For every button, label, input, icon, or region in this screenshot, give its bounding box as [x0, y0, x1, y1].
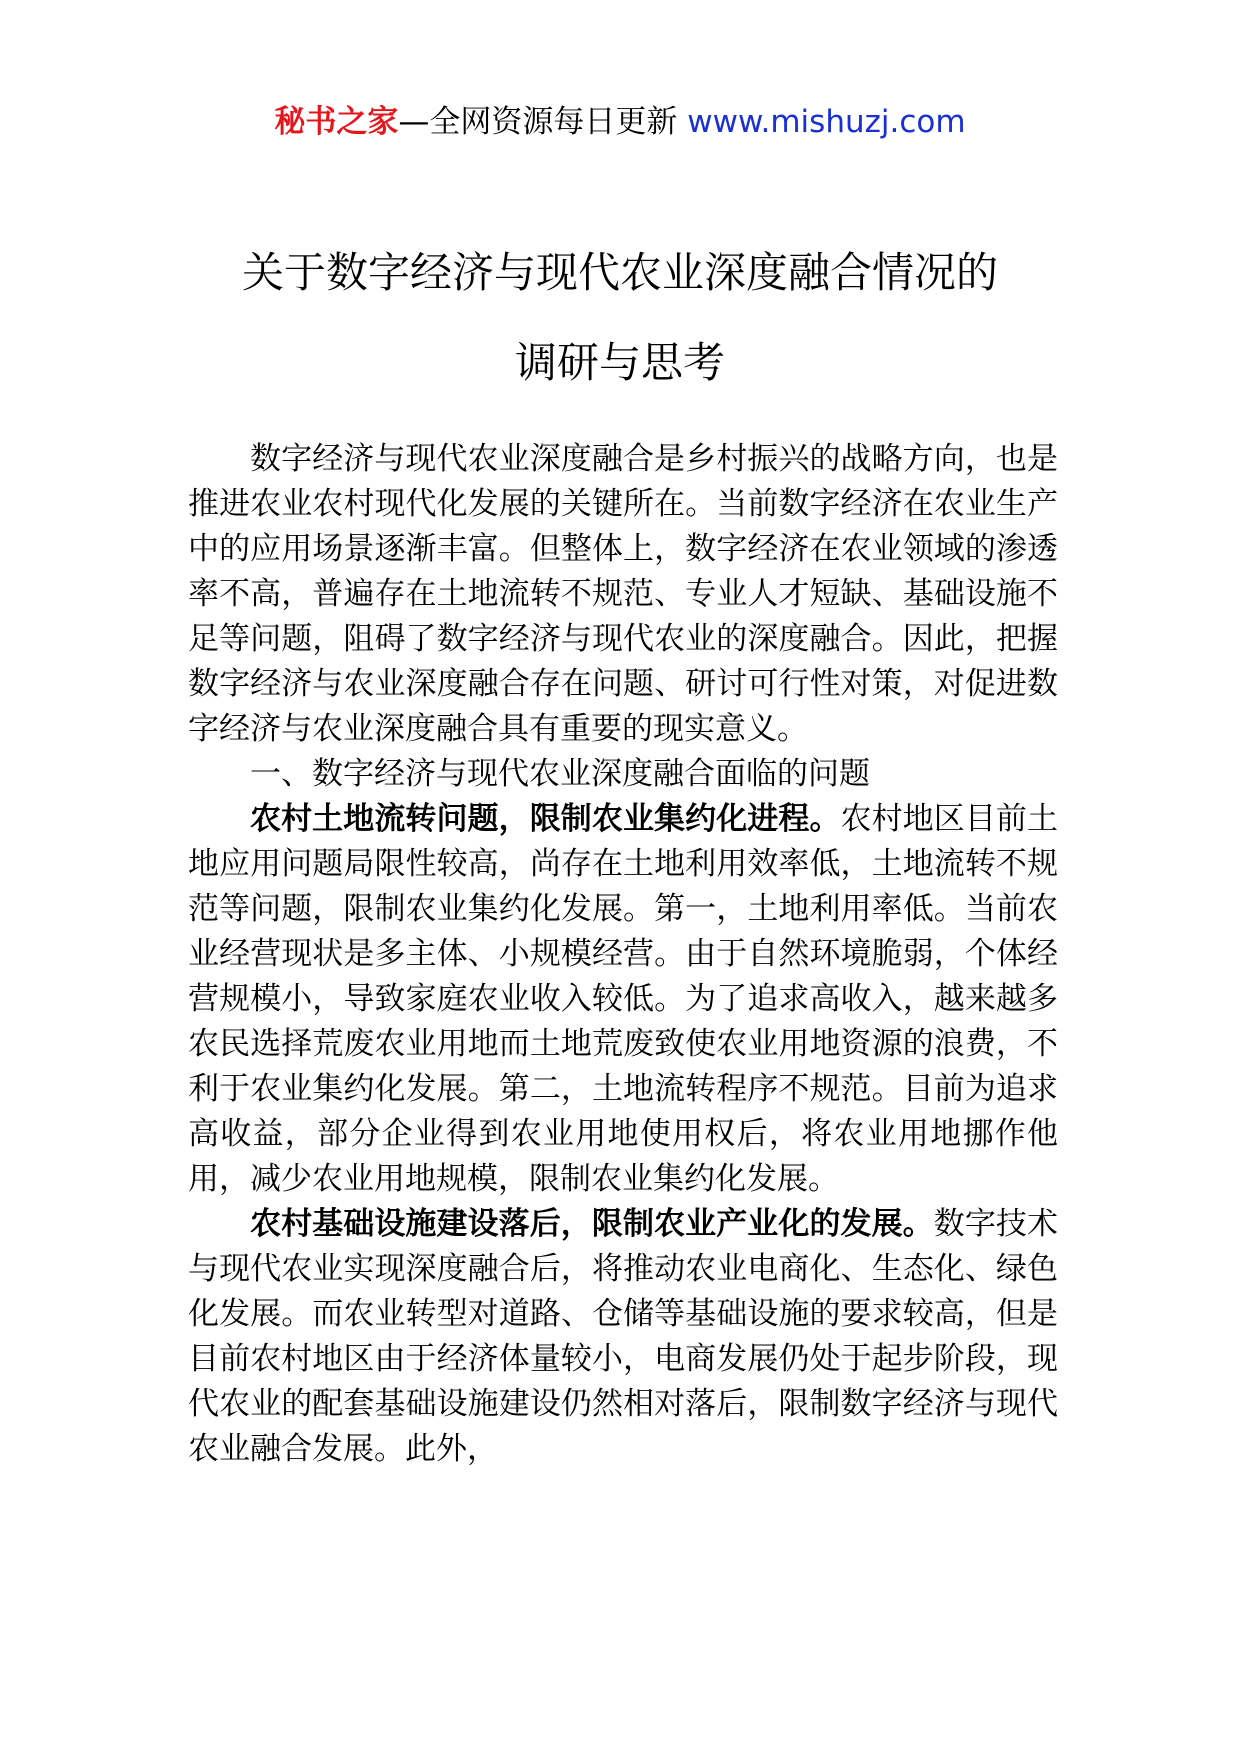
intro-paragraph: 数字经济与现代农业深度融合是乡村振兴的战略方向，也是推进农业农村现代化发展的关键所在。当前数字经济在农业生产中的应用场景逐渐丰富。但整体上，数字经济在农业领域的渗透率不高，普遍存在土地流转不规范、专业人才短缺、基础设施不足等问题，阻碍了数字经济与现代农业的深度融合。因此，把握数字经济与农业深度融合存在问题、研讨可行性对策，对促进数字经济与农业深度融合具有重要的现实意义。 [188, 441, 1058, 747]
paragraph-body: 数字技术与现代农业实现深度融合后，将推动农业电商化、生态化、绿色化发展。而农业转型对道路、仓储等基础设施的要求较高，但是目前农村地区由于经济体量较小，电商发展仍处于起步阶段，现代农业的配套基础设施建设仍然相对落后，限制数字经济与现代农业融合发展。此外， [188, 1206, 1059, 1467]
document-body [188, 437, 1058, 1472]
paragraph-infrastructure [188, 1202, 1058, 1472]
site-url-link[interactable]: www.mishuzj.com [687, 104, 966, 140]
paragraph-body: 农村地区目前土地应用问题局限性较高，尚存在土地利用效率低，土地流转不规范等问题，限制农业集约化发展。第一，土地利用率低。当前农业经营现状是多主体、小规模经营。由于自然环境脆弱，个体经营规模小，导致家庭农业收入较低。为了追求高收入，越来越多农民选择荒废农业用地而土地荒废致使农业用地资源的浪费，不利于农业集约化发展。第二，土地流转程序不规范。目前为追求高收益，部分企业得到农业用地使用权后，将农业用地挪作他用，减少农业用地规模，限制农业集约化发展。 [188, 801, 1059, 1197]
paragraph-lead: 农村基础设施建设落后，限制农业产业化的发展。 [250, 1206, 934, 1242]
section-heading: 一、数字经济与现代农业深度融合面临的问题 [250, 756, 870, 792]
brand-name: 秘书之家 [274, 104, 399, 140]
site-header [0, 100, 1240, 144]
title-line-1: 关于数字经济与现代农业深度融合情况的 [241, 248, 998, 297]
site-slogan: —全网资源每日更新 [398, 104, 688, 140]
document-title [0, 228, 1240, 408]
paragraph-land-transfer [188, 797, 1058, 1202]
title-line-2: 调研与思考 [514, 338, 725, 387]
paragraph-lead: 农村土地流转问题，限制农业集约化进程。 [250, 801, 841, 837]
